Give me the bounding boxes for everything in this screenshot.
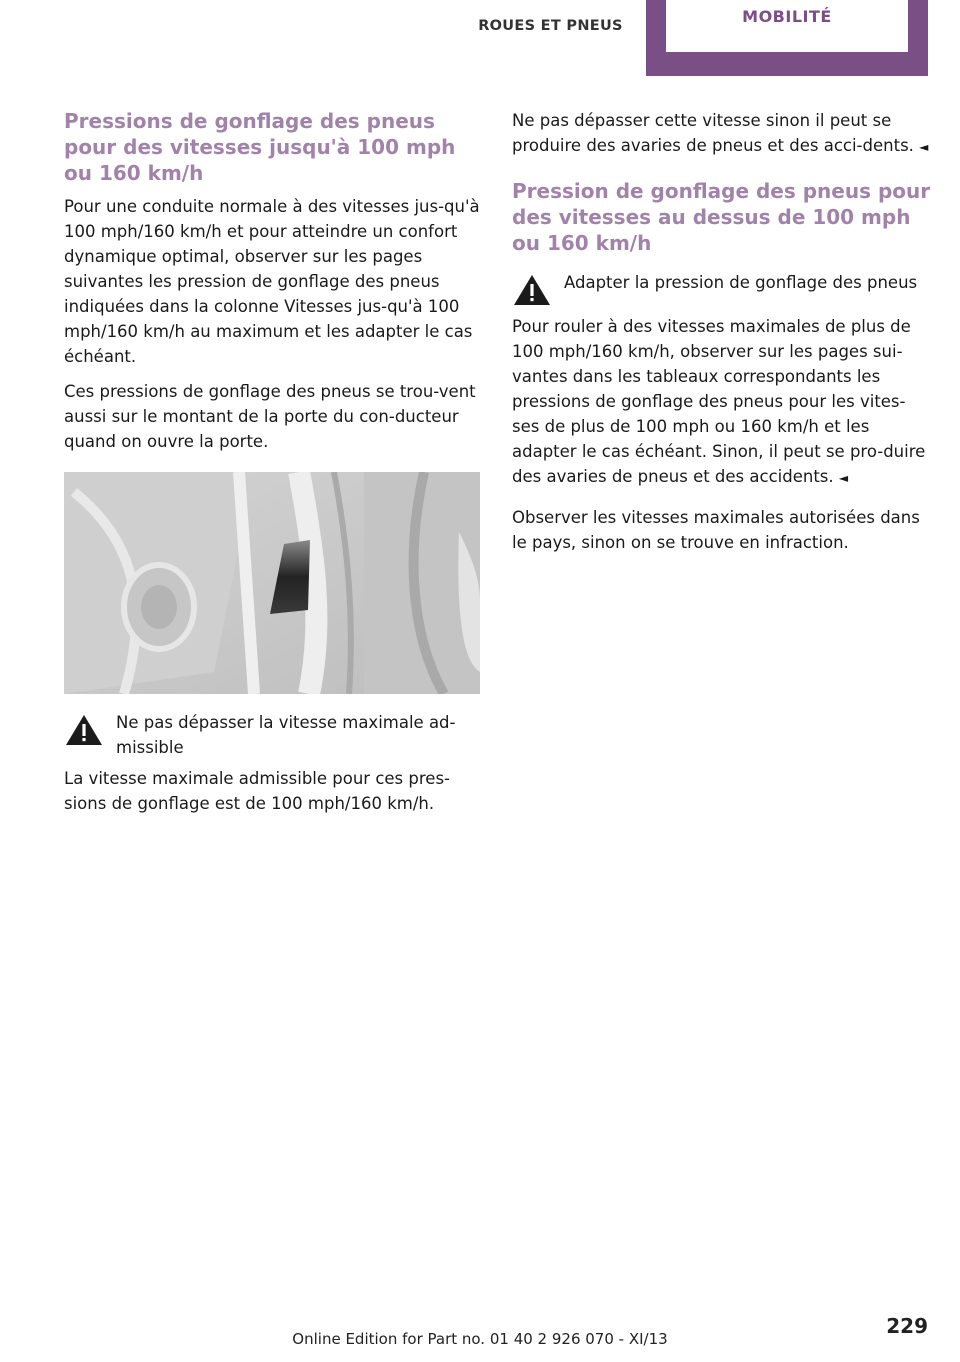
left-paragraph-3: La vitesse maximale admissible pour ces pres-sions de gonflage est de 100 mph/160 km/h. — [64, 769, 450, 813]
warning-triangle-icon — [512, 272, 552, 308]
warning-title: Adapter la pression de gonflage des pneus — [564, 273, 918, 292]
page-number: 229 — [886, 1314, 928, 1338]
warning-pressure — [512, 270, 932, 308]
right-column — [512, 108, 932, 565]
door-pillar-label-photo — [64, 472, 480, 694]
left-heading: Pressions de gonflage des pneus pour des vitesses jusqu'à 100 mph ou 160 km/h — [64, 109, 456, 185]
warning-title: Ne pas dépasser la vitesse maximale ad-missible — [116, 713, 456, 757]
right-paragraph-3: Observer les vitesses maximales autorisées dans le pays, sinon on se trouve en infraction. — [512, 508, 920, 552]
edition-footer: Online Edition for Part no. 01 40 2 926 070 - XI/13 — [292, 1330, 668, 1348]
left-column — [64, 108, 482, 826]
right-heading: Pression de gonflage des pneus pour des vitesses au dessus de 100 mph ou 160 km/h — [512, 179, 931, 255]
chapter-tab — [646, 0, 928, 76]
left-paragraph-2: Ces pressions de gonflage des pneus se trou-vent aussi sur le montant de la porte du con-ducteur quand on ouvre la porte. — [64, 382, 476, 451]
warning-speed-limit — [64, 710, 482, 760]
end-mark: ◄ — [838, 471, 849, 485]
left-paragraph-1: Pour une conduite normale à des vitesses jus-qu'à 100 mph/160 km/h et pour atteindre un confort dynamique optimal, observer sur les pages suivantes les pression de gonflage des pneus indiquées dans la colonne Vitesses jus-qu'à 100 mph/160 km/h au maximum et les adapter le cas échéant. — [64, 197, 480, 366]
warning-triangle-icon — [64, 712, 104, 748]
right-paragraph-1 — [512, 108, 932, 160]
section-title: ROUES ET PNEUS — [478, 18, 623, 34]
right-paragraph-2 — [512, 314, 932, 491]
chapter-title: MOBILITÉ — [666, 0, 908, 52]
end-mark: ◄ — [919, 140, 929, 154]
right-paragraph-1-text: Ne pas dépasser cette vitesse sinon il peut se produire des avaries de pneus et des acci-dents. — [512, 111, 914, 155]
right-paragraph-2-text: Pour rouler à des vitesses maximales de plus de 100 mph/160 km/h, observer sur les pages sui-vantes dans les tableaux correspondants les pressions de gonflage des pneus pour les vites-ses de plus de 100 mph ou 160 km/h et les adapter le cas échéant. Sinon, il peut se pro-duire des avaries de pneus et des accidents. — [512, 317, 926, 486]
